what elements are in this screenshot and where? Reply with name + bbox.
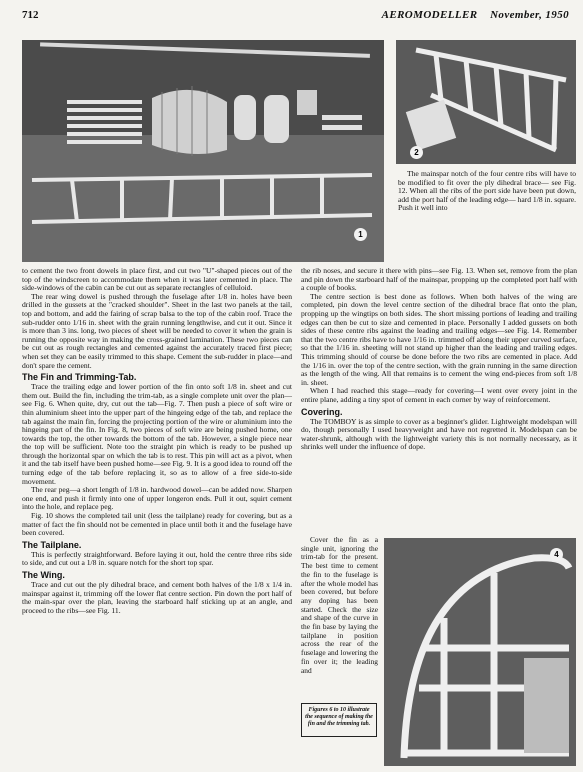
column-left [22,267,292,615]
column-narrow [301,536,378,675]
photo-fig-4-drawing [384,538,576,766]
figure-number-4: 4 [550,548,563,561]
paragraph: Cover the fin as a single unit, ignoring the trim-tab for the present. The best time to cement the fin to the fuselage is after the whole model has been covered, but before any doping has been started. Check the size and shape of the curve in the fin base by laying the tailplane in position across the rear of the fuselage and lowering the fin over it; the leading and [301,535,378,675]
figure-number-2: 2 [410,146,423,159]
section-heading-covering: Covering. [301,406,343,417]
paragraph: The centre section is best done as follows. When both halves of the wing are completed, pin down the level centre section of the dihedral brace flat onto the plan, propping up the wingtips on both sides. The short missing portions of leading and trailing edges can then be cut to size and cemented in place. Personally I added gussets on both sides of these centre ribs against the leading and trailing edges—see Fig. 14. Remember that the two centre ribs have to have 1/16 in. trimmed off along their upper curved surface, so that the 1/16 in. sheeting will not stand up higher than the leading and trailing edges. This trimming should of course be done before the two ribs are cemented in place. Add the 1/16 in. over the top of the centre section, with the grain running in the same direction as the length of the wing. All that remains is to cement the wing end-pieces from soft 1/8 in. sheet. [301,291,577,387]
paragraph: Trace and cut out the ply dihedral brace, and cement both halves of the 1/8 x 1/4 in. mainspar against it, trimming off the lower flat centre section. Pin down the port half of the main-spar over the plan, leaving the starboard half sticking up at an angle, and proceed to the ribs—see Fig. 11. [22,580,292,615]
section-heading-tailplane: The Tailplane. [22,539,82,550]
photo-fig-4 [384,538,576,766]
text-top-right [398,170,576,213]
photo-fig-1 [22,40,384,262]
paragraph-mainspar: The mainspar notch of the four centre ribs will have to be modified to fit over the ply dihedral brace— see Fig. 12. When all the ribs of the port side have been put down, add the port half of the leading edge— hard 1/8 in. square. Push it well into [398,169,576,213]
section-heading-fin: The Fin and Trimming-Tab. [22,372,137,383]
paragraph: Fig. 10 shows the completed tail unit (less the tailplane) ready for covering, but as a matter of fact the fin should not be cemented in place until both it and the fuselage have been covered. [22,511,292,538]
running-head [382,9,569,21]
paragraph: The TOMBOY is as simple to cover as a beginner's glider. Lightweight modelspan will do, though personally I used heavyweight and have not regretted it. Modelspan can be water-shrunk, although with the lightweight variety this is not normally necessary, as it shrinks well under the influence of dope. [301,416,577,452]
figure-number-1: 1 [354,228,367,241]
paragraph: the rib noses, and secure it there with pins—see Fig. 13. When set, remove from the plan and pin down the starboard half of the mainspar, propping up the completed port half with a couple of books. [301,266,577,293]
paragraph: The rear peg—a short length of 1/8 in. hardwood dowel—can be added now. Sharpen one end, and push it firmly into one of upper longeron ends. Pull it out, squirt cement into the hole, and replace peg. [22,485,292,512]
issue-date: November, 1950 [490,9,569,21]
column-right [301,267,577,452]
paragraph: When I had reached this stage—ready for covering—I went over every joint in the entire plane, adding a tiny spot of cement in each corner by way of reinforcement. [301,386,577,404]
paragraph: to cement the two front dowels in place first, and cut two "U"-shaped pieces out of the top of the windscreen to accommodate them when it was later cemented in place. The side-windows of the cabin can be cut out as separate rectangles of celluloid. [22,266,292,293]
photo-fig-2-drawing [396,40,576,164]
photo-fig-2 [396,40,576,164]
figure-caption: Figures 6 to 10 illustrate the sequence of making the fin and the trimming tab. [301,703,377,737]
photo-fig-1-drawing [22,40,384,262]
magazine-name: AEROMODELLER [381,9,478,21]
paragraph: Trace the trailing edge and lower portion of the fin onto soft 1/8 in. sheet and cut them out. Build the fin, including the trim-tab, as a single complete unit over the plan—see Fig. 6. When quite, dry, cut out the tab—Fig. 7. Then push a piece of soft wire or thin aluminium sheet into the upper part of the hingeing edge of the tab, and replace the tab against the main fin, forcing the projecting portion of the wire or aluminium into the hingeing part of the fin. In Fig. 8, two pieces of soft wire are being pushed home, one towards the top, the other towards the bottom of the tab. However, a single piece near the top will be sufficient. Note too the straight pin which is ready to be pushed up through the horizontal spar on which the tab is to rest. This pin will act as a pivot, when it and the tab itself have been pushed home—see Fig. 9. It is a good idea to round off the turning edge of the tab before replacing it, so as to allow of a free side-to-side movement. [22,382,292,486]
page-number: 712 [22,9,39,21]
paragraph: This is perfectly straightforward. Before laying it out, hold the centre three ribs side to side, and cut out a 1/8 in. square notch for the short top spar. [22,549,292,568]
paragraph: The rear wing dowel is pushed through the fuselage after 1/8 in. holes have been drilled in the gussets at the "cracked shoulder". Sheet in the last two panels at the tail, top and bottom, and add the fairing of scrap balsa to the top of the cabin roof. Trace the sub-rudder onto 1/16 in. sheet with the grain running lengthwise, and cut it out. Since it is more than 3 ins. long, two pieces of sheet will be needed to cover it when the grain is running the opposite way in making the cross-grained lamination. These two pieces can be cut out as rough rectangles and cemented against the accurately traced first piece; when set they can be easily trimmed to this shape. Cement the sub-rudder in place—and don't spare the cement. [22,291,292,370]
section-heading-wing: The Wing. [22,570,65,580]
